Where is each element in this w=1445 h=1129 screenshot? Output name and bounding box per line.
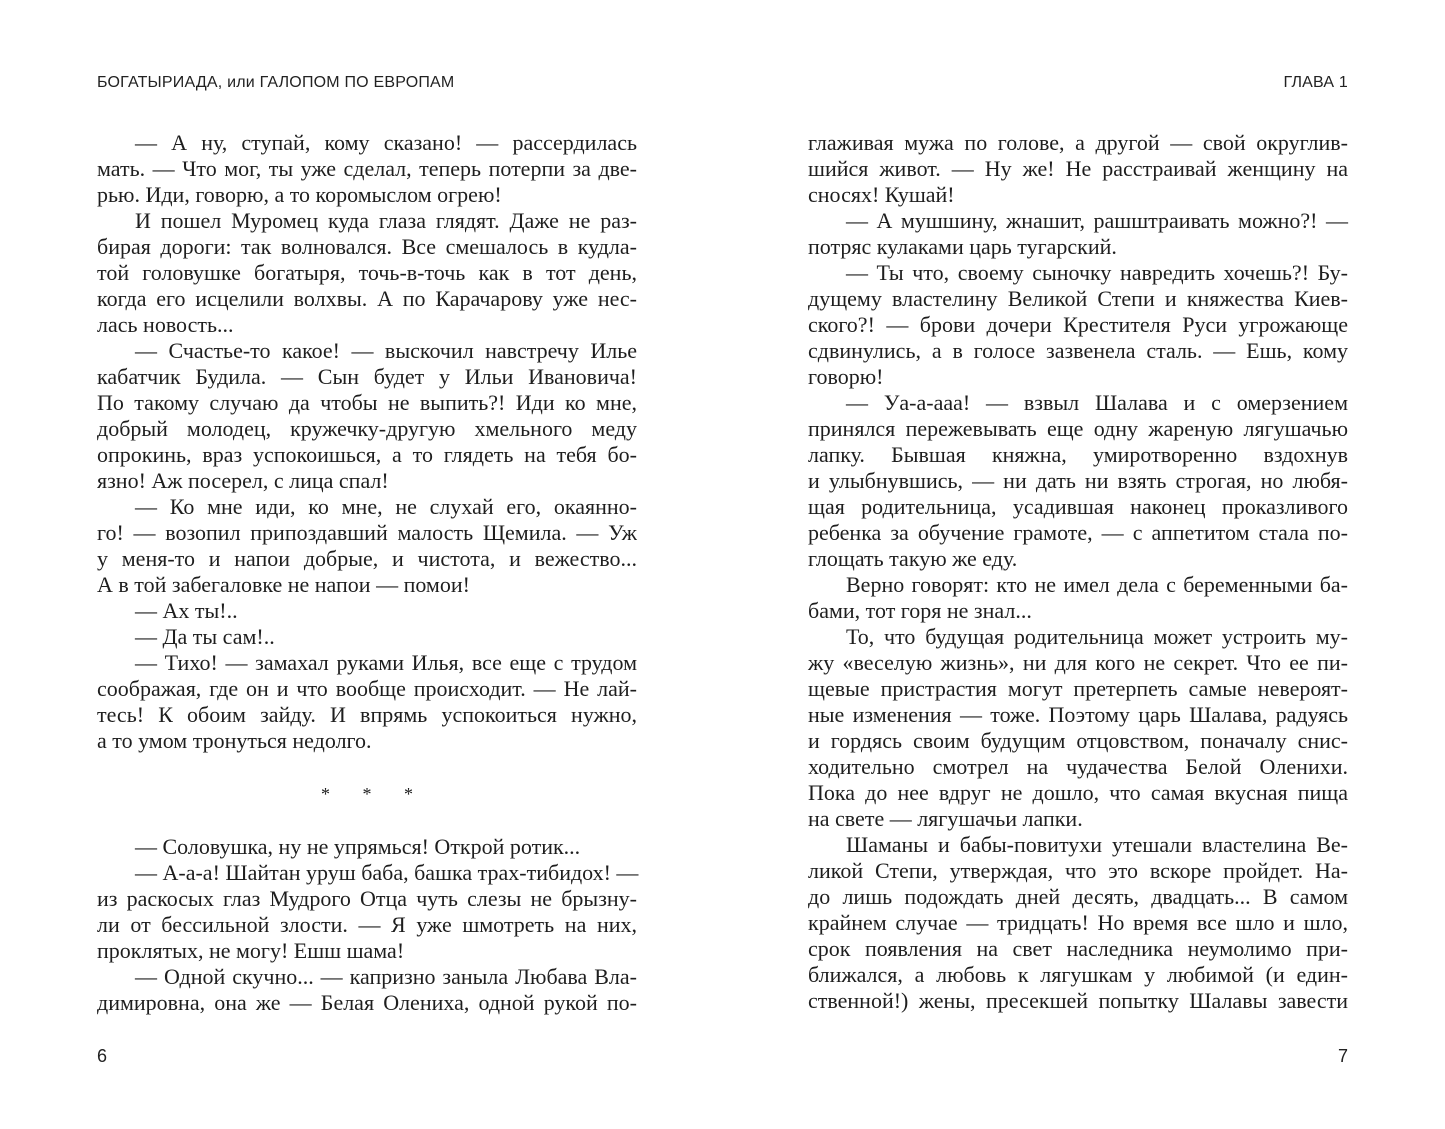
text-line: И пошел Муромец куда глаза глядят. Даже не раз- bbox=[135, 208, 637, 233]
page-number: 6 bbox=[97, 1046, 108, 1066]
text-line: — Тихо! — замахал руками Илья, все еще с трудом bbox=[135, 650, 637, 675]
text-line: сносях! Кушай! bbox=[808, 182, 955, 207]
text-line: добрый молодец, кружечку-другую хмельного меду bbox=[97, 416, 637, 441]
text-line: у меня-то и напои добрые, и чистота, и вежество... bbox=[97, 546, 637, 571]
text-line: потряс кулаками царь тугарский. bbox=[808, 234, 1117, 259]
text-line: — А ну, ступай, кому сказано! — рассердилась bbox=[135, 130, 637, 155]
text-line: сдвинулись, а в голосе зазвенела сталь. — Ешь, кому bbox=[808, 338, 1348, 363]
text-line: а то умом тронуться недолго. bbox=[97, 728, 372, 753]
text-line: димировна, она же — Белая Олениха, одной рукой по- bbox=[97, 990, 637, 1015]
text-line: щая родительница, усадившая наконец проказливого bbox=[808, 494, 1348, 519]
text-line: когда его исцелили волхвы. А по Карачарову уже нес- bbox=[97, 286, 637, 311]
text-line: Верно говорят: кто не имел дела с беременными ба- bbox=[846, 572, 1348, 597]
running-head-title-part2: или bbox=[227, 74, 255, 91]
running-head-title-part1: БОГАТЫРИАДА, bbox=[97, 74, 223, 91]
text-line: го! — возопил припоздавший малость Щемила. — Уж bbox=[97, 520, 637, 545]
text-line: и гордясь своим будущим отцовством, поначалу снис- bbox=[808, 728, 1348, 753]
text-line: А в той забегаловке не напои — помои! bbox=[97, 572, 470, 597]
text-line: ственной!) жены, пресекшей попытку Шалавы завести bbox=[808, 988, 1348, 1013]
text-line: и улыбнувшись, — ни дать ни взять строгая, но любя- bbox=[808, 468, 1348, 493]
text-line: щевые пристрастия могут претерпеть самые невероят- bbox=[808, 676, 1348, 701]
left-body-text bbox=[97, 130, 637, 1016]
section-break: * * * bbox=[321, 784, 427, 804]
text-block-after-break bbox=[97, 834, 637, 1016]
text-line: на свете — лягушачьи лапки. bbox=[808, 806, 1083, 831]
text-line: кабатчик Будила. — Сын будет у Ильи Ивановича! bbox=[97, 364, 637, 389]
text-line: — А мушшину, жнашит, рашштраивать можно?! — bbox=[846, 208, 1348, 233]
text-line: говорю! bbox=[808, 364, 884, 389]
text-line: из раскосых глаз Мудрого Отца чуть слезы не брызну- bbox=[97, 886, 637, 911]
text-line: ходительно смотрел на чудачества Белой Оленихи. bbox=[808, 754, 1348, 779]
text-line: бирая дороги: так волновался. Все смешалось в кудла- bbox=[97, 234, 637, 259]
running-head-title-part3: ГАЛОПОМ ПО ЕВРОПАМ bbox=[259, 74, 455, 91]
text-line: — Ах ты!.. bbox=[135, 598, 238, 623]
text-line: — Одной скучно... — капризно заныла Любава Вла- bbox=[135, 964, 637, 989]
text-line: То, что будущая родительница может устроить му- bbox=[846, 624, 1348, 649]
text-line: ли от бессильной злости. — Я уже шмотреть на них, bbox=[97, 912, 637, 937]
text-block-before-break bbox=[97, 130, 637, 754]
text-line: жу «веселую жизнь», ни для кого не секрет. Что ее пи- bbox=[808, 650, 1348, 675]
text-line: соображая, где он и что вообще происходит. — Не лай- bbox=[97, 676, 637, 701]
text-line: По такому случаю да чтобы не выпить?! Иди ко мне, bbox=[97, 390, 637, 415]
text-line: — Соловушка, ну не упрямься! Открой ротик... bbox=[135, 834, 581, 859]
text-line: бами, тот горя не знал... bbox=[808, 598, 1032, 623]
text-line: язно! Аж посерел, с лица спал! bbox=[97, 468, 389, 493]
text-line: — Ты что, своему сыночку навредить хочешь?! Бу- bbox=[846, 260, 1348, 285]
text-line: — Ко мне иди, ко мне, не слухай его, окаянно- bbox=[135, 494, 637, 519]
text-line: мать. — Что мог, ты уже сделал, теперь потерпи за две- bbox=[97, 156, 637, 181]
right-body-text bbox=[808, 130, 1348, 1014]
text-line: до лишь подождать дней десять, двадцать... В самом bbox=[808, 884, 1348, 909]
text-line: крайнем случае — тридцать! Но время все шло и шло, bbox=[808, 910, 1348, 935]
text-line: ребенка за обучение грамоте, — с аппетитом стала по- bbox=[808, 520, 1348, 545]
text-line: дущему властелину Великой Степи и княжества Киев- bbox=[808, 286, 1348, 311]
text-line: глаживая мужа по голове, а другой — свой округлив- bbox=[808, 130, 1348, 155]
right-page bbox=[808, 0, 1348, 1129]
text-line: ные изменения — тоже. Поэтому царь Шалава, радуясь bbox=[808, 702, 1348, 727]
running-head-book-title bbox=[97, 74, 454, 92]
text-line: глощать такую же еду. bbox=[808, 546, 1018, 571]
text-line: — Да ты сам!.. bbox=[135, 624, 275, 649]
text-line: лась новость... bbox=[97, 312, 234, 337]
text-line: — Уа-а-ааа! — взвыл Шалава и с омерзением bbox=[846, 390, 1348, 415]
text-line: принялся пережевывать еще одну жареную лягушачью bbox=[808, 416, 1348, 441]
text-line: Пока до нее вдруг не дошло, что самая вкусная пища bbox=[808, 780, 1348, 805]
text-line: срок появления на свет наследника неумолимо при- bbox=[808, 936, 1348, 961]
text-line: той головушке богатыря, точь-в-точь как в тот день, bbox=[97, 260, 637, 285]
text-line: тесь! К обоим зайду. И впрямь успокоиться нужно, bbox=[97, 702, 637, 727]
text-line: рью. Иди, говорю, а то коромыслом огрею! bbox=[97, 182, 502, 207]
running-head-chapter: ГЛАВА 1 bbox=[1283, 74, 1348, 91]
text-line: — Счастье-то какое! — выскочил навстречу Илье bbox=[135, 338, 637, 363]
text-line: опрокинь, враз успокоишься, а то глядеть на тебя бо- bbox=[97, 442, 637, 467]
text-line: Шаманы и бабы-повитухи утешали властелина Ве- bbox=[846, 832, 1348, 857]
left-page bbox=[97, 0, 637, 1129]
text-block bbox=[808, 130, 1348, 1014]
text-line: — А-а-а! Шайтан уруш баба, башка трах-тибидох! — bbox=[135, 860, 639, 885]
text-line: ского?! — брови дочери Крестителя Руси угрожающе bbox=[808, 312, 1348, 337]
text-line: ближался, а любовь к лягушкам у любимой (и един- bbox=[808, 962, 1348, 987]
text-line: проклятых, не могу! Ешш шама! bbox=[97, 938, 405, 963]
text-line: шийся живот. — Ну же! Не расстраивай женщину на bbox=[808, 156, 1348, 181]
page-number: 7 bbox=[1337, 1046, 1348, 1066]
text-line: ликой Степи, утверждая, что это вскоре пройдет. На- bbox=[808, 858, 1348, 883]
text-line: лапку. Бывшая княжна, умиротворенно вздохнув bbox=[808, 442, 1348, 467]
